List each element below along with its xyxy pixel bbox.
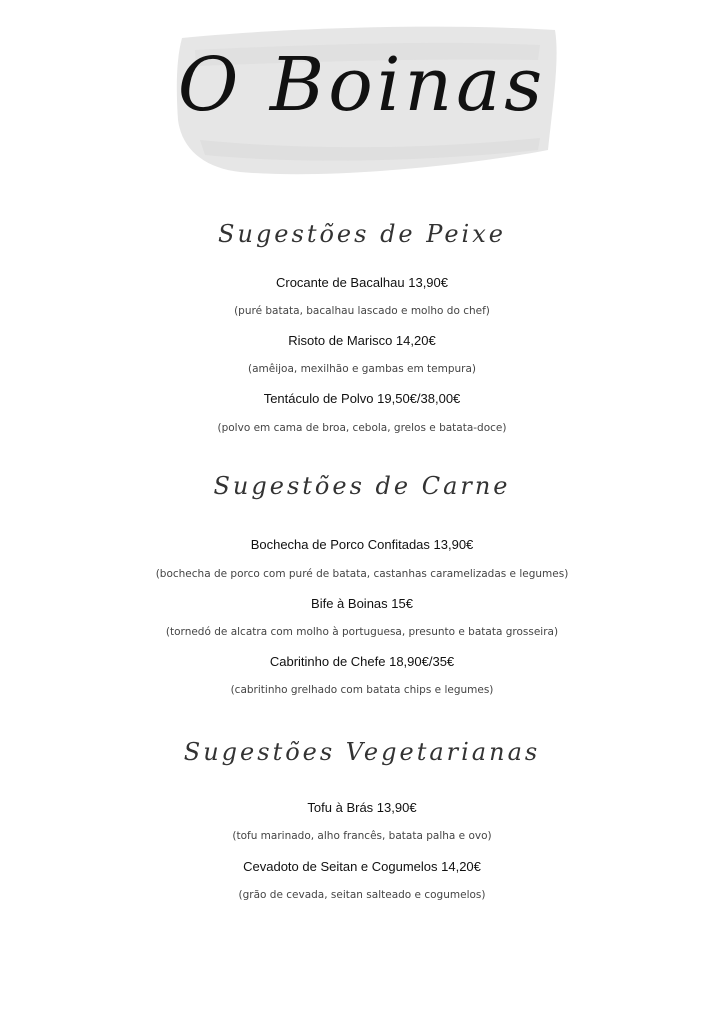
menu-item-name: Cabritinho de Chefe 18,90€/35€ (269, 654, 455, 669)
menu-item-name: Tofu à Brás 13,90€ (307, 800, 417, 815)
restaurant-logo: O Boinas (177, 42, 547, 128)
menu-item-description: (amêijoa, mexilhão e gambas em tempura) (247, 363, 477, 375)
menu-item-description: (puré batata, bacalhau lascado e molho do chef) (234, 305, 490, 317)
menu-item-description: (bochecha de porco com puré de batata, castanhas caramelizadas e legumes) (155, 568, 569, 580)
menu-item-description: (cabritinho grelhado com batata chips e legumes) (230, 684, 494, 696)
menu-item-name: Risoto de Marisco 14,20€ (288, 333, 436, 348)
section-title-vegetarianas: Sugestões Vegetarianas (183, 738, 541, 766)
menu-item-name: Crocante de Bacalhau 13,90€ (275, 275, 448, 290)
section-title-peixe: Sugestões de Peixe (218, 220, 506, 248)
menu-item-name: Tentáculo de Polvo 19,50€/38,00€ (263, 391, 461, 406)
menu-item-description: (tofu marinado, alho francês, batata palha e ovo) (232, 830, 492, 842)
menu-item-name: Cevadoto de Seitan e Cogumelos 14,20€ (243, 859, 481, 874)
menu-item-name: Bochecha de Porco Confitadas 13,90€ (250, 537, 474, 552)
menu-item-name: Bife à Boinas 15€ (311, 596, 413, 611)
menu-item-description: (polvo em cama de broa, cebola, grelos e batata-doce) (217, 422, 507, 434)
section-title-carne: Sugestões de Carne (213, 472, 511, 500)
menu-item-description: (grão de cevada, seitan salteado e cogumelos) (238, 889, 486, 901)
menu-item-description: (tornedó de alcatra com molho à portuguesa, presunto e batata grosseira) (165, 626, 559, 638)
